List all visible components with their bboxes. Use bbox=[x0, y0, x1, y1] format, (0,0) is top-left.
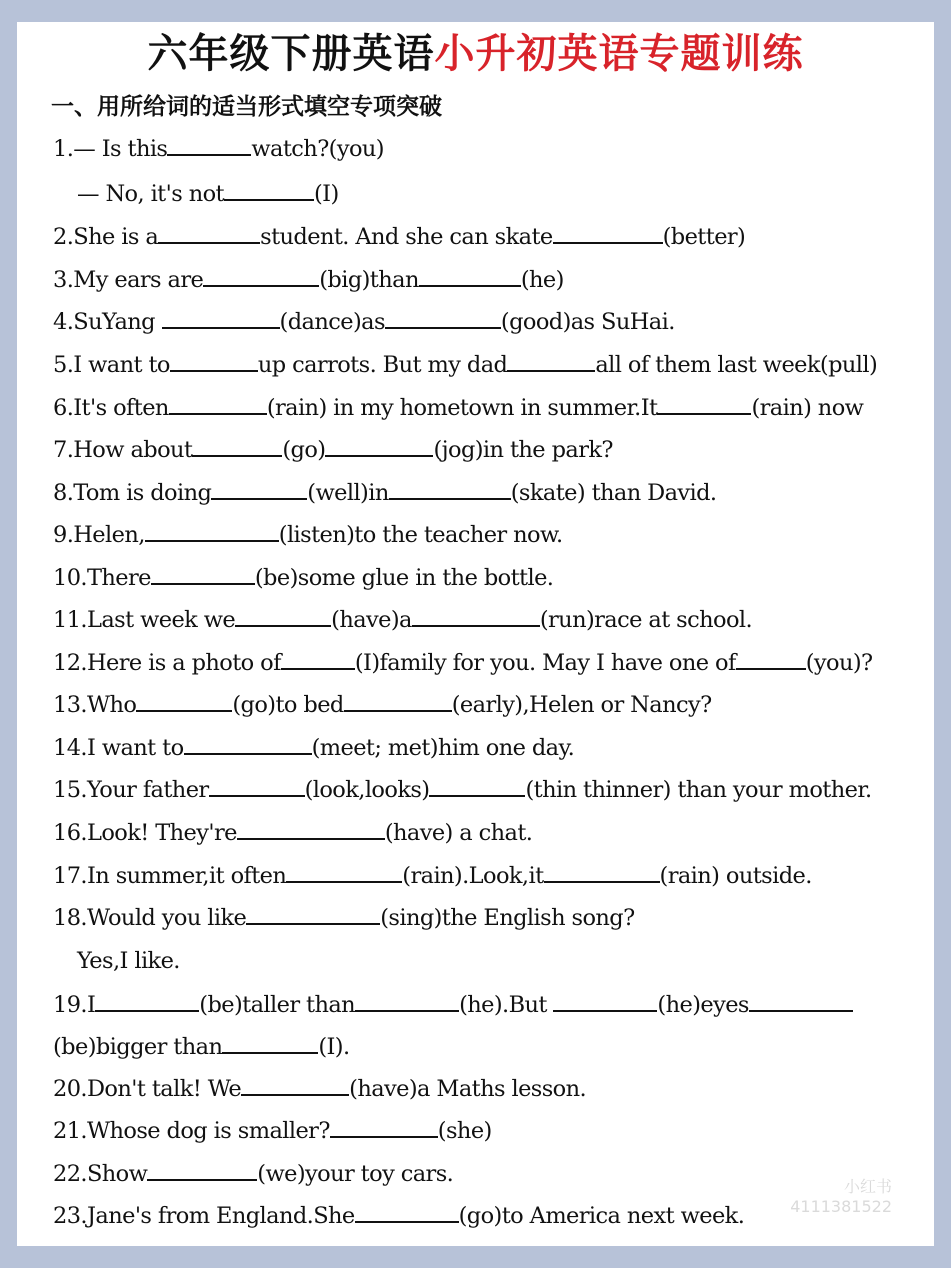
question-17: 17.In summer,it often (rain).Look,it (rain) outside. bbox=[53, 863, 812, 889]
answer-blank[interactable] bbox=[136, 690, 232, 712]
answer-blank[interactable] bbox=[162, 307, 280, 329]
answer-blank[interactable] bbox=[237, 818, 385, 840]
question-6: 6.It's often (rain) in my hometown in summer.It (rain) now bbox=[53, 395, 864, 421]
answer-blank[interactable] bbox=[203, 265, 319, 287]
answer-blank[interactable] bbox=[145, 520, 279, 542]
title-grade: 六年级下册英语 bbox=[147, 31, 435, 77]
answer-blank[interactable] bbox=[507, 350, 595, 372]
answer-blank[interactable] bbox=[167, 134, 251, 156]
answer-blank[interactable] bbox=[222, 1032, 318, 1054]
answer-blank[interactable] bbox=[355, 1201, 459, 1223]
question-22: 22.Show (we)your toy cars. bbox=[53, 1161, 454, 1187]
answer-blank[interactable] bbox=[544, 861, 660, 883]
answer-blank[interactable] bbox=[355, 990, 459, 1012]
answer-blank[interactable] bbox=[235, 605, 331, 627]
answer-blank[interactable] bbox=[330, 1116, 438, 1138]
page-title bbox=[17, 28, 934, 80]
question-5: 5.I want to up carrots. But my dad all of them last week(pull) bbox=[53, 352, 878, 378]
question-20: 20.Don't talk! We (have)a Maths lesson. bbox=[53, 1076, 587, 1102]
answer-blank[interactable] bbox=[241, 1074, 349, 1096]
answer-blank[interactable] bbox=[281, 648, 355, 670]
answer-blank[interactable] bbox=[385, 307, 501, 329]
answer-blank[interactable] bbox=[412, 605, 540, 627]
answer-blank[interactable] bbox=[147, 1159, 257, 1181]
question-10: 10.There (be)some glue in the bottle. bbox=[53, 565, 554, 591]
answer-blank[interactable] bbox=[389, 478, 511, 500]
answer-blank[interactable] bbox=[553, 990, 657, 1012]
question-9: 9.Helen, (listen)to the teacher now. bbox=[53, 522, 563, 548]
answer-blank[interactable] bbox=[286, 861, 402, 883]
section-heading: 一、用所给词的适当形式填空专项突破 bbox=[51, 94, 442, 120]
question-19-cont: (be)bigger than (I). bbox=[53, 1034, 350, 1060]
title-topic: 小升初英语专题训练 bbox=[434, 31, 804, 77]
watermark-logo: 小红书 bbox=[843, 1177, 892, 1196]
question-23: 23.Jane's from England.She (go)to America next week. bbox=[53, 1203, 745, 1229]
question-4: 4.SuYang (dance)as (good)as SuHai. bbox=[53, 309, 675, 335]
answer-blank[interactable] bbox=[224, 179, 314, 201]
answer-blank[interactable] bbox=[170, 350, 258, 372]
answer-blank[interactable] bbox=[95, 990, 199, 1012]
answer-blank[interactable] bbox=[246, 903, 380, 925]
answer-blank[interactable] bbox=[209, 775, 305, 797]
question-16: 16.Look! They're (have) a chat. bbox=[53, 820, 533, 846]
question-14: 14.I want to (meet; met)him one day. bbox=[53, 735, 575, 761]
watermark bbox=[790, 1174, 892, 1216]
question-2: 2.She is a student. And she can skate (better) bbox=[53, 224, 746, 250]
answer-blank[interactable] bbox=[158, 222, 260, 244]
question-13: 13.Who (go)to bed (early),Helen or Nancy? bbox=[53, 692, 712, 718]
answer-blank[interactable] bbox=[429, 775, 525, 797]
question-8: 8.Tom is doing (well)in (skate) than David. bbox=[53, 480, 717, 506]
watermark-id: 4111381522 bbox=[790, 1197, 892, 1216]
worksheet-page bbox=[17, 22, 934, 1246]
answer-blank[interactable] bbox=[419, 265, 521, 287]
answer-blank[interactable] bbox=[151, 563, 255, 585]
question-18-reply: Yes,I like. bbox=[77, 948, 180, 974]
question-19: 19.I (be)taller than (he).But (he)eyes bbox=[53, 990, 853, 1018]
answer-blank[interactable] bbox=[657, 393, 751, 415]
question-18: 18.Would you like (sing)the English song? bbox=[53, 905, 635, 931]
answer-blank[interactable] bbox=[211, 478, 307, 500]
question-7: 7.How about (go) (jog)in the park? bbox=[53, 437, 613, 463]
question-21: 21.Whose dog is smaller? (she) bbox=[53, 1118, 492, 1144]
answer-blank[interactable] bbox=[325, 435, 433, 457]
answer-blank[interactable] bbox=[192, 435, 282, 457]
answer-blank[interactable] bbox=[169, 393, 267, 415]
answer-blank[interactable] bbox=[553, 222, 663, 244]
question-3: 3.My ears are (big)than (he) bbox=[53, 267, 564, 293]
answer-blank[interactable] bbox=[736, 648, 806, 670]
question-11: 11.Last week we (have)a (run)race at school. bbox=[53, 607, 753, 633]
question-1: 1.— Is this watch?(you) bbox=[53, 136, 384, 162]
question-12: 12.Here is a photo of (I)family for you. May I have one of (you)? bbox=[53, 650, 873, 676]
answer-blank[interactable] bbox=[749, 990, 853, 1012]
answer-blank[interactable] bbox=[184, 733, 312, 755]
question-15: 15.Your father (look,looks) (thin thinner) than your mother. bbox=[53, 777, 872, 803]
answer-blank[interactable] bbox=[344, 690, 452, 712]
question-1-reply: — No, it's not (I) bbox=[77, 181, 339, 207]
